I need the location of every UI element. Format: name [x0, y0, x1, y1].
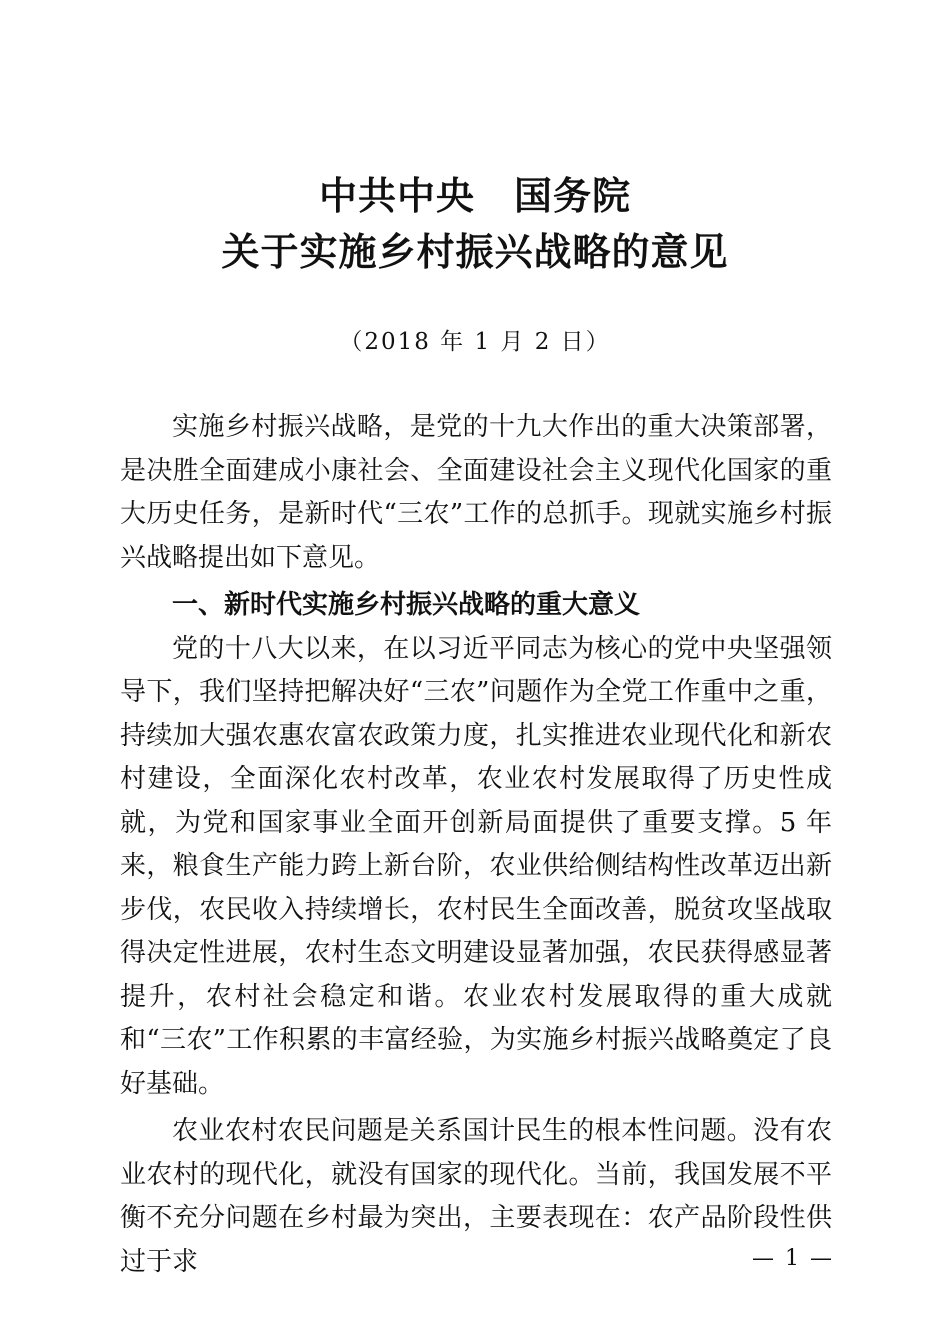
- document-date: （2018 年 1 月 2 日）: [339, 329, 611, 355]
- section-heading: 一、新时代实施乡村振兴战略的重大意义: [172, 590, 641, 620]
- paragraph-intro: 实施乡村振兴战略，是党的十九大作出的重大决策部署，是决胜全面建成小康社会、全面建设社会主义现代化国家的重大历史任务，是新时代“三农”工作的总抓手。现就实施乡村振兴战略提出如下意见。: [120, 412, 832, 573]
- document-body: [120, 406, 832, 1284]
- document-title-line-1: 中共中央 国务院: [318, 174, 631, 218]
- page-number: — 1 —: [752, 1246, 834, 1271]
- paragraph-achievements: 党的十八大以来，在以习近平同志为核心的党中央坚强领导下，我们坚持把解决好“三农”问题作为全党工作重中之重，持续加大强农惠农富农政策力度，扎实推进农业现代化和新农村建设，全面深化农村改革，农业农村发展取得了历史性成就，为党和国家事业全面开创新局面提供了重要支撑。5 年来，粮食生产能力跨上新台阶，农业供给侧结构性改革迈出新步伐，农民收入持续增长，农村民生全面改善，脱贫攻坚战取得决定性进展，农村生态文明建设显著加强，农民获得感显著提升，农村社会稳定和谐。农业农村发展取得的重大成就和“三农”工作积累的丰富经验，为实施乡村振兴战略奠定了良好基础。: [120, 633, 832, 1099]
- document-title-line-2: 关于实施乡村振兴战略的意见: [221, 230, 729, 274]
- paragraph-problems: 农业农村农民问题是关系国计民生的根本性问题。没有农业农村的现代化，就没有国家的现代化。当前，我国发展不平衡不充分问题在乡村最为突出，主要表现在：农产品阶段性供过于求: [120, 1116, 832, 1277]
